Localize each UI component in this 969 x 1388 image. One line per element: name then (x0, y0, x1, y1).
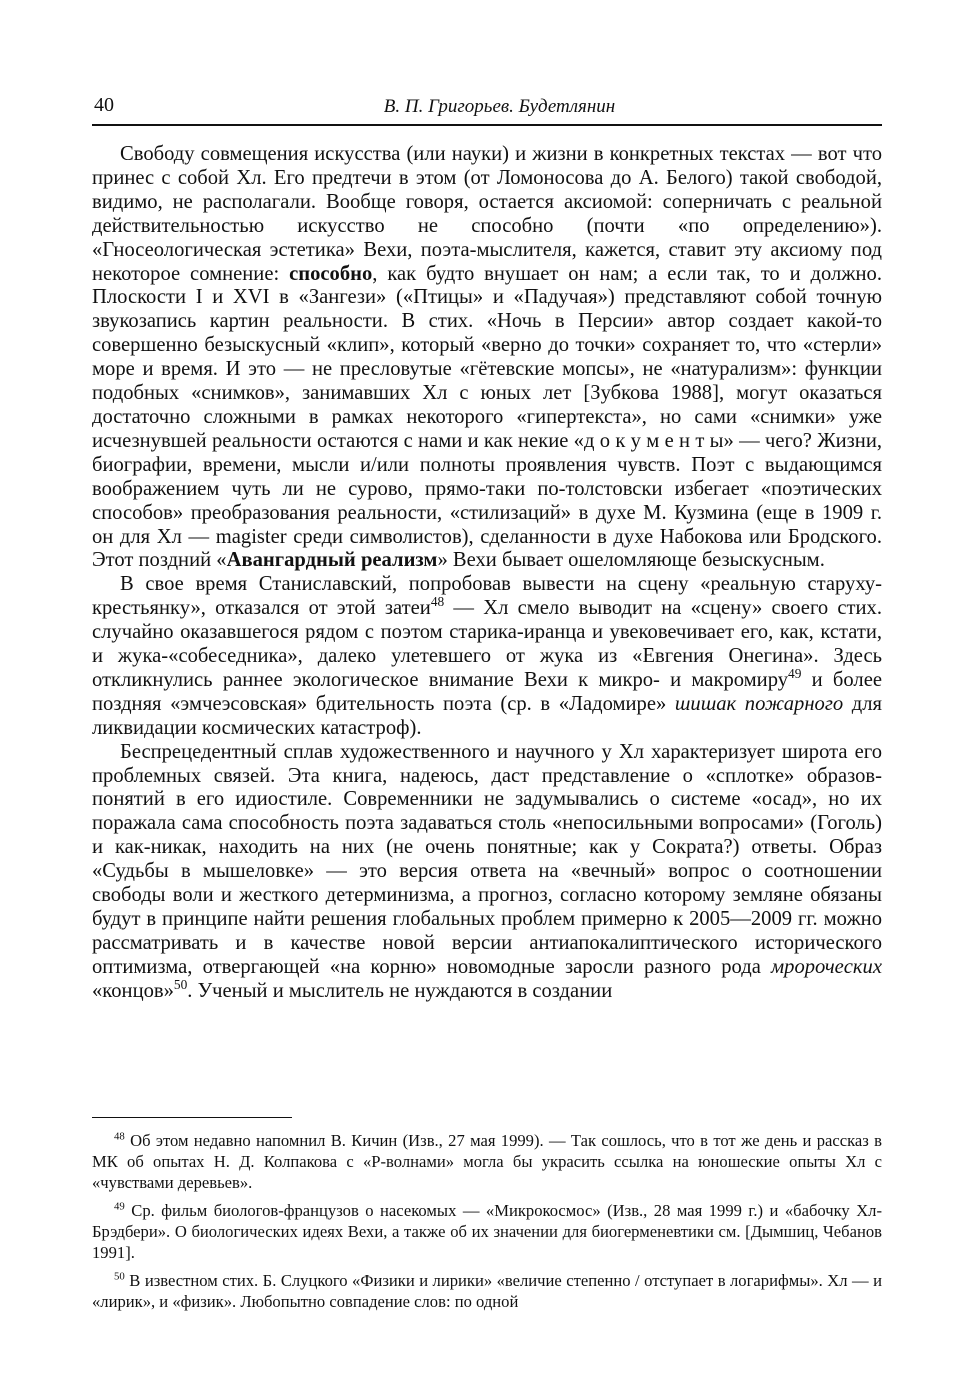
footnote-text: В известном стих. Б. Слуцкого «Физики и лирики» «величие степенно / отступает в логарифмы». Хл — и «лирик», и «физик». Любопытно совпадение слов: по одной (92, 1271, 882, 1311)
running-title: В. П. Григорьев. Будетлянин (383, 96, 616, 117)
bold-term: способно (289, 262, 373, 285)
footnote-number: 50 (114, 1270, 125, 1283)
footnote-number: 48 (114, 1130, 125, 1143)
text-run: В свое время Станиславский, попробовав вывести на сцену «реальную старуху-крестьянку», отказался от этой затеи (92, 573, 882, 620)
footnote-number: 49 (114, 1200, 125, 1213)
footnote-ref-50[interactable]: 50 (173, 976, 188, 992)
footnote-48 (92, 1130, 882, 1193)
paragraph-2 (92, 573, 882, 740)
text-run: — Хл смело выводит на «сцену» своего стих. случайно оказавшегося рядом с поэтом старика-иранца и увековечивает его, как, кстати, и жука-«собеседника», далеко улетевшего от жука из «Евгения Онегина». Здесь откликнулись раннее экологическое внимание Вехи к микро- и макромиру (92, 597, 882, 691)
header-divider (92, 124, 882, 126)
footnote-text: Ср. фильм биологов-французов о насекомых — «Микрокосмос» (Изв., 28 мая 1999 г.) и «бабочку Хл-Брэдбери». О биологических идеях Вехи, а также об их значении для биогерменевтики см. [Дымшиц, Чебанов 1991]. (92, 1201, 882, 1262)
footnote-49 (92, 1200, 882, 1263)
text-run: для ликвидации космических катастроф). (92, 692, 882, 739)
text-run: » Вехи бывает ошеломляюще безыскусным. (437, 549, 825, 572)
footnote-divider (92, 1117, 292, 1118)
italic-term: мророчеcких (771, 955, 882, 978)
footnote-text: Об этом недавно напомнил В. Кичин (Изв., 27 мая 1999). — Так сошлось, что в тот же день и рассказ в МК об опытах Н. Д. Колпакова с «Р-волнами» могла бы украсить ссылка на юношеские опыты Хл с «чувствами деревьев». (92, 1131, 882, 1192)
italic-quote: шишак пожарного (674, 692, 844, 715)
bold-term: Авангардный реализм (226, 549, 438, 572)
text-run: Беспрецедентный сплав художественного и научного у Хл характеризует широта его проблемных связей. Эта книга, надеюсь, даст представление о «сплотке» образов-понятий в его идиостиле. Современники не задумывались о системе «осад», но их поражала сама способность поэта задаваться столь «непосильными вопросами» (Гоголь) и как-никак, находить на них (не очень понятные; как у Сократа?) ответы. Образ «Судьбы в мышеловке» — это версия ответа на «вечный» вопрос о соотношении свободы воли и жесткого детерминизма, а прогноз, согласно которому земляне обязаны будут в принципе найти решения глобальных проблем примерно к 2005—2009 гг. можно рассматривать и в качестве новой версии антиапокалиптического исторического оптимизма, отвергающей «на корню» новомодные заросли разного рода (92, 740, 882, 978)
paragraph-3 (92, 741, 882, 1004)
page-number: 40 (94, 94, 114, 116)
text-run: и более поздняя «эмчеэсовская» бдительность поэта (ср. в «Ладомире» (92, 668, 882, 715)
text-run: «концов» (92, 979, 174, 1002)
text-run: . Ученый и мыслитель не нуждаются в создании (187, 979, 613, 1002)
footnote-ref-49[interactable]: 49 (788, 666, 802, 682)
footnote-ref-48[interactable]: 48 (430, 594, 445, 610)
footnotes (92, 1130, 882, 1319)
paragraph-1 (92, 143, 882, 573)
text-run: Свободу совмещения искусства (или науки) и жизни в конкретных текстах — вот что принес с собой Хл. Его предтечи в этом (от Ломоносова до А. Белого) такой свободой, видимо, не располагали. Вообще говоря, остается аксиомой: соперничать с реальной действительностью искусство не способно (почти «по определению»). «Гносеологическая эстетика» Вехи, поэта-мыслителя, кажется, ставит эту аксиому под некоторое сомнение: (92, 143, 882, 285)
footnote-50 (92, 1270, 882, 1312)
text-run: , как будто внушает он нам; а если так, то и должно. Плоскости I и XVI в «Зангези» («Птицы» и «Падучая») представляют собой точную звукозапись картин реальности. В стих. «Ночь в Персии» автор создает какой-то совершенно безыскусный «клип», который «верно до точки» сохраняет то, что «стерли» море и время. И это — не пресловутые «гётевские мопсы», не «натурализм»: функции подобных «снимков», занимавших Хл с юных лет [Зубкова 1988], могут оказаться достаточно сложными в рамках некоторого «гипертекста», но сами «снимки» уже исчезнувшей реальности остаются с нами и как некие «д о к у м е н т ы» — чего? Жизни, биографии, времени, мысли и/или полноты проявления чувств. Поэт с выдающимся воображением чуть ли не сурово, прямо-таки по-толстовски избегает «поэтических способов» преобразования реальности, «стилизаций» в духе М. Кузмина (еще в 1909 г. он для Хл — magister среди символистов), сделанности в духе Набокова или Бродского. Этот поздний « (92, 262, 882, 572)
main-text (92, 143, 882, 1004)
